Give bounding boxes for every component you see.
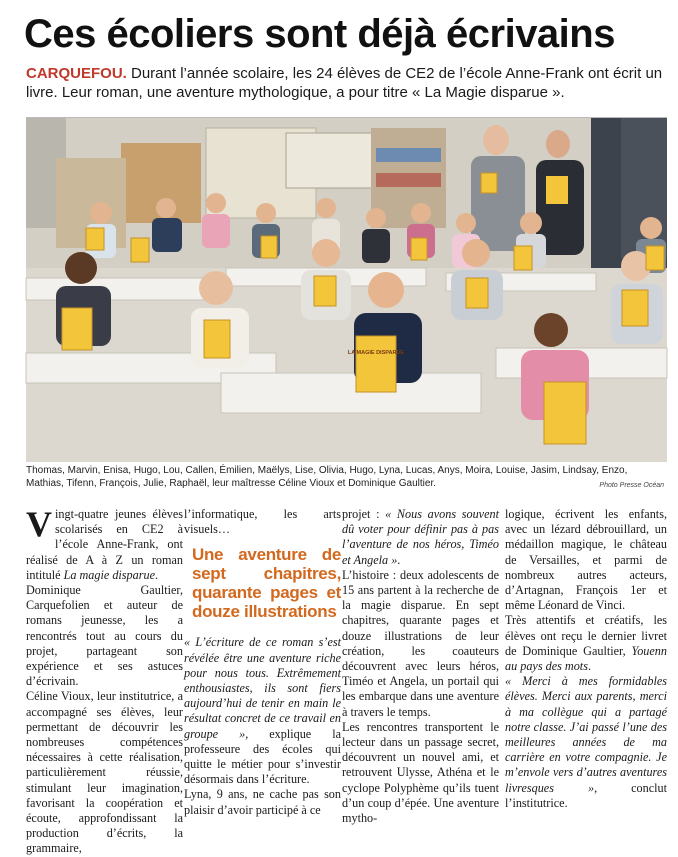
book-title-inline: La magie disparue bbox=[63, 567, 155, 582]
text: . bbox=[587, 659, 591, 674]
text: , conclut l’institutrice. bbox=[505, 780, 668, 810]
column-4 bbox=[505, 507, 667, 811]
paragraph: Céline Vioux, leur institutrice, a accompagné ses élèves, leur permettant de découvrir les nombreuses compétences nécessaires à cette réalisation, particulièrement réussie, stimulant leur imagination, favorisant la coopération et écoute, approfondissant la production d’écrits, la grammaire, bbox=[26, 689, 183, 856]
quote: « Nous avons souvent dû voter pour définir pas à pas l’aventure de nos héros, Timéo et Angela » bbox=[342, 507, 499, 567]
column-1 bbox=[26, 504, 183, 857]
text: . bbox=[397, 552, 401, 567]
paragraph bbox=[342, 507, 499, 568]
text: projet : bbox=[342, 507, 386, 521]
paragraph: Les rencontres transportent le lecteur dans un passage secret, découvrent un nouvel ami, et retrouvent Ulysse, Athéna et le cyclope Polyphème qu’ils tuent d’un coup d’épée. Une aventure mytho- bbox=[342, 719, 499, 826]
paragraph bbox=[505, 674, 667, 811]
paragraph: l’informatique, les arts visuels… bbox=[184, 507, 341, 537]
quote: « Merci à mes formidables élèves. Merci aux parents, merci à ma collègue qui a partagé notre classe. J’ai passé l’une des meilleures années de ma carrière en votre compagnie. Je m’envole vers d’autres aventures livresques » bbox=[505, 674, 667, 795]
paragraph bbox=[184, 635, 341, 787]
book-title-inline: Youenn au pays des mots bbox=[505, 643, 667, 674]
paragraph: Dominique Gaultier, Carquefolien et auteur de romans jeunesse, les a rencontrés tout au cours du projet, partageant son expérience et ses astuces d’écrivain. bbox=[26, 583, 183, 689]
class-photo bbox=[26, 117, 667, 461]
photo-credit: Photo Presse Océan bbox=[599, 482, 664, 489]
text: , explique la professeure des écoles qui quitte le métier pour s’investir désormais dans l’écriture. bbox=[184, 726, 342, 787]
paragraph bbox=[505, 613, 667, 674]
headline: Ces écoliers sont déjà écrivains bbox=[24, 12, 615, 56]
quote: « L’écriture de ce roman s’est révélée être une aventure riche pour nous tous. Extrêmement enthousiastes, ils sont fiers aujourd’hui de tenir en main le résultat concret de ce travail en groupe » bbox=[184, 635, 341, 741]
class-photo-illustration bbox=[26, 118, 667, 462]
lede-text: Durant l’année scolaire, les 24 élèves de CE2 de l’école Anne-Frank ont écrit un livre. Leur roman, une aventure mythologique, a pour titre « La Magie disparue ». bbox=[26, 65, 663, 101]
dropcap: V bbox=[26, 504, 52, 544]
paragraph: L’histoire : deux adolescents de 15 ans partent à la recherche de la magie disparue. En sept chapitres, quarante pages et douze illustrations de leur création, les coauteurs découvrent avec leurs héros, Timéo et Angela, un portail qui les embarque dans une aventure à travers le temps. bbox=[342, 567, 499, 719]
paragraph: Lyna, 9 ans, ne cache pas son plaisir d’avoir participé à ce bbox=[184, 787, 341, 817]
lede-place: CARQUEFOU. bbox=[26, 65, 127, 82]
text: Très attentifs et créatifs, les élèves ont reçu le dernier livret de Dominique Gaultier, bbox=[505, 613, 667, 658]
column-2 bbox=[184, 507, 341, 818]
book-title: LA MAGIE DISPARUE bbox=[347, 350, 405, 356]
lede bbox=[26, 64, 666, 102]
text: . bbox=[154, 567, 159, 582]
column-3 bbox=[342, 507, 499, 826]
text: ingt-quatre jeunes élèves scolarisés en CE2 à l’école Anne-Frank, ont réalisé de A à Z un roman intitulé bbox=[26, 507, 183, 582]
paragraph: logique, écrivent les enfants, avec un lézard débrouillard, un médaillon magique, le château de Versailles, et parmi de nombreux autres acteurs, d’Artagnan, François 1er et même Léonard de Vinci. bbox=[505, 507, 667, 613]
paragraph bbox=[26, 504, 183, 583]
photo-caption: Thomas, Marvin, Enisa, Hugo, Lou, Callen, Émilien, Maëlys, Lise, Olivia, Hugo, Lyna, Lucas, Anys, Moira, Louise, Jasim, Lindsay, Enzo, Mathias, Tifenn, François, Julie, Raphaël, leur maîtresse Céline Vioux et Dominique Gaultier. bbox=[26, 465, 628, 489]
subhead: Une aventure de sept chapitres, quarante pages et douze illustrations bbox=[192, 545, 341, 622]
